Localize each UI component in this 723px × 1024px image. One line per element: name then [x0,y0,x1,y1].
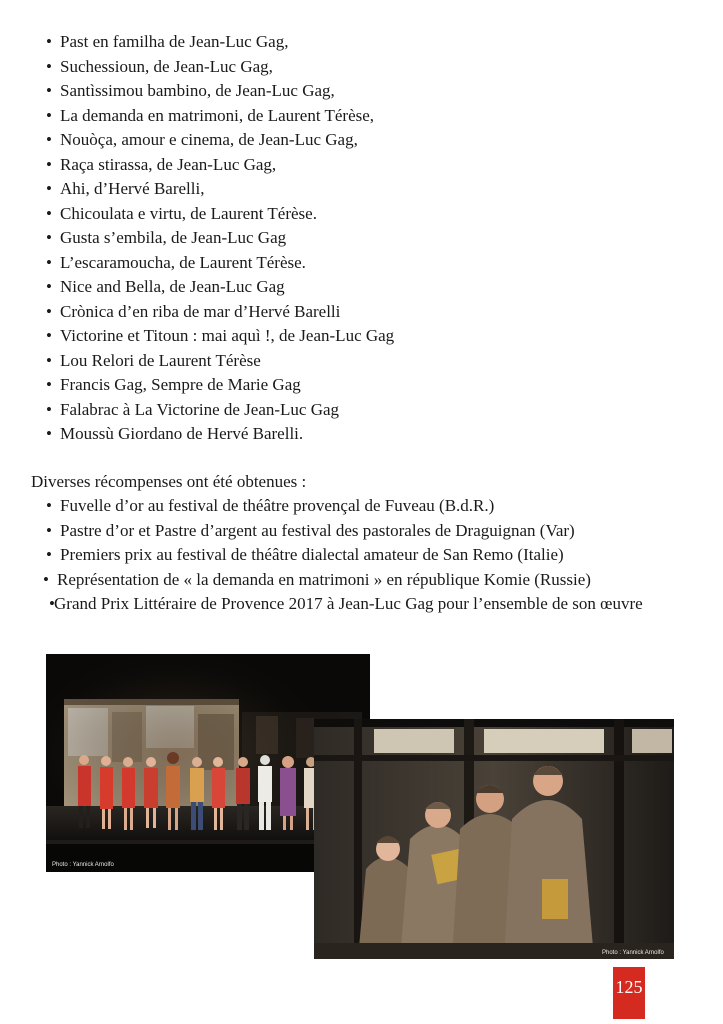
page-number: 125 [613,967,645,1019]
play-title: Nouòça, amour e cinema, de Jean-Luc Gag, [60,130,358,149]
bullet: • [46,130,52,149]
play-list-item [46,104,394,129]
play-title: Suchessioun, de Jean-Luc Gag, [60,56,273,76]
bullet: • [46,375,52,394]
bullet: • [46,424,52,443]
play-title: Victorine et Titoun : mai aquì !, de Jean-Luc Gag [60,326,395,345]
award-text: Pastre d’or et Pastre d’argent au festival des pastorales de Draguignan (Var) [60,520,575,540]
bullet: • [46,326,52,345]
bullet: • [46,350,52,370]
play-title: Lou Relori de Laurent Térèse [60,350,261,370]
play-list-item [46,226,394,251]
bullet: • [46,301,52,321]
bullet: • [46,399,52,419]
award-item [31,519,701,544]
play-list-item [46,79,394,104]
award-item [31,543,701,568]
play-list-item [46,177,394,202]
play-list-item [46,251,394,276]
play-list-item [46,275,394,300]
play-title: Ahi, d’Hervé Barelli, [60,179,205,198]
play-title: Francis Gag, Sempre de Marie Gag [60,375,301,394]
bullet: • [46,203,52,223]
play-title: Raça stirassa, de Jean-Luc Gag, [60,154,277,174]
play-list-item [46,128,394,153]
play-title: Chicoulata e virtu, de Laurent Térèse. [60,203,317,223]
play-title: Santìssimou bambino, de Jean-Luc Gag, [60,81,335,100]
play-title: Moussù Giordano de Hervé Barelli. [60,424,304,443]
play-title: Falabrac à La Victorine de Jean-Luc Gag [60,399,340,419]
bullet: • [46,228,52,247]
monks-scene-photo [314,719,674,959]
play-list-item [46,324,394,349]
play-title: Gusta s’embila, de Jean-Luc Gag [60,228,287,247]
award-text: Représentation de « la demanda en matrimoni » en république Komie (Russie) [57,569,591,589]
play-title: Past en familha de Jean-Luc Gag, [60,32,289,51]
play-list-item [46,202,394,227]
play-title: Nice and Bella, de Jean-Luc Gag [60,277,285,296]
play-title: La demanda en matrimoni, de Laurent Térèse, [60,105,375,125]
play-list-item [46,55,394,80]
play-list-item [46,398,394,423]
bullet: • [46,81,52,100]
award-item [31,592,701,617]
play-list-item [46,30,394,55]
award-text: Fuvelle d’or au festival de théâtre provençal de Fuveau (B.d.R.) [60,496,495,515]
award-item [31,568,701,593]
award-text: Grand Prix Littéraire de Provence 2017 à Jean-Luc Gag pour l’ensemble de son œuvre [54,594,643,613]
award-text: Premiers prix au festival de théâtre dialectal amateur de San Remo (Italie) [60,545,564,564]
bullet: • [46,545,52,564]
award-list [31,494,701,617]
play-list-item [46,153,394,178]
bullet: • [46,277,52,296]
bullet: • [46,520,52,540]
bullet: • [46,56,52,76]
play-title: L’escaramoucha, de Laurent Térèse. [60,252,306,272]
bullet: • [49,594,55,613]
bullet: • [46,105,52,125]
play-list-item [46,422,394,447]
bullet: • [46,252,52,272]
play-title: Crònica d’en riba de mar d’Hervé Barelli [60,301,341,321]
bullet: • [46,32,52,51]
play-list-item [46,349,394,374]
photo-credit: Photo : Yannick Arnolfo [602,950,664,956]
play-list-item [46,373,394,398]
bullet: • [46,154,52,174]
award-item [31,494,701,519]
bullet: • [46,496,52,515]
awards-intro: Diverses récompenses ont été obtenues : [31,472,307,491]
play-list [46,30,394,447]
bullet: • [46,179,52,198]
play-list-item [46,300,394,325]
bullet: • [43,569,49,589]
photo-credit: Photo : Yannick Arnolfo [52,862,114,868]
